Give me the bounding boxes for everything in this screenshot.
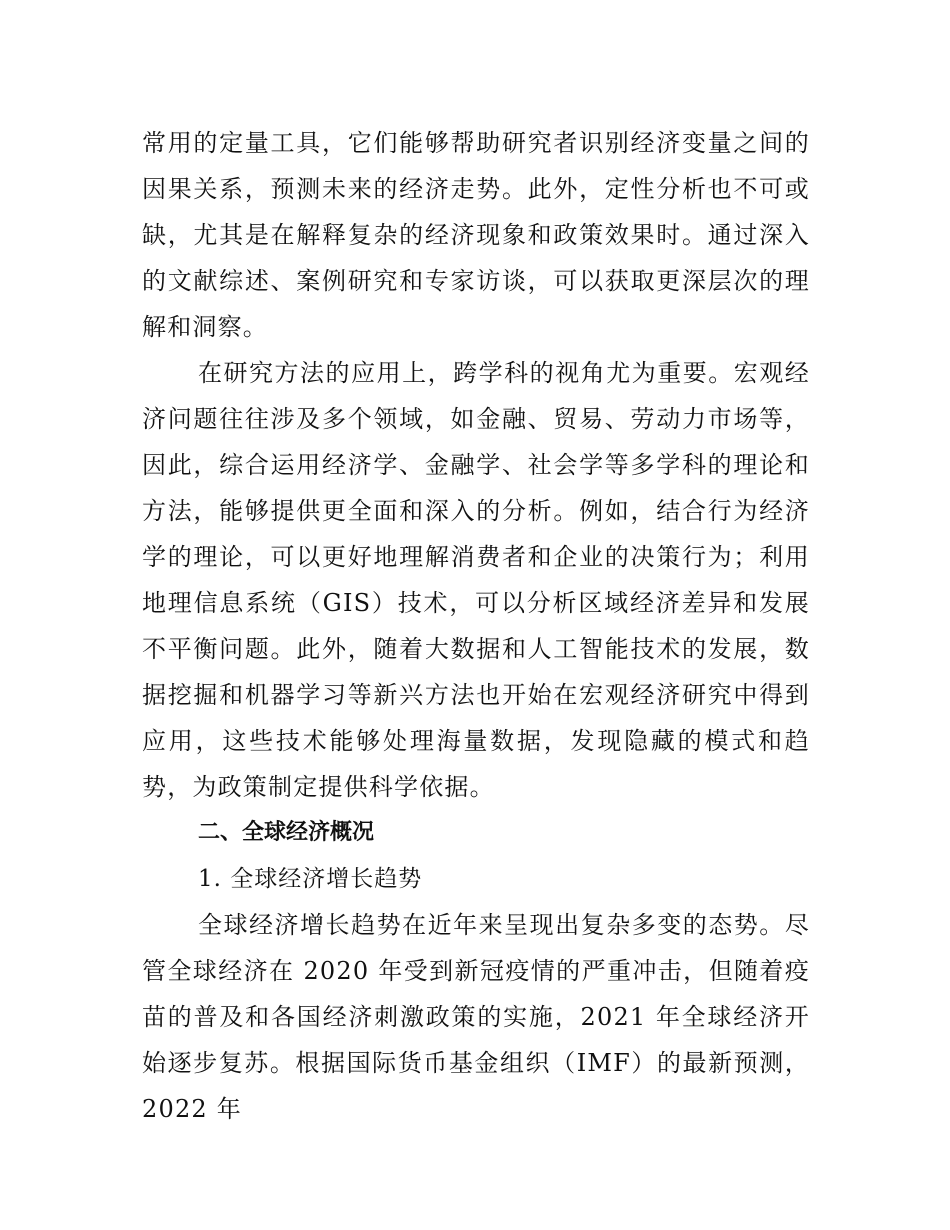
paragraph-growth-trend: 全球经济增长趋势在近年来呈现出复杂多变的态势。尽管全球经济在 2020 年受到新冠疫情的严重冲击，但随着疫苗的普及和各国经济刺激政策的实施，2021 年全球经济开始逐步复苏。根据国际货币基金组织（IMF）的最新预测，2022 年 [142,911,810,1123]
paragraph-continued: 常用的定量工具，它们能够帮助研究者识别经济变量之间的因果关系，预测未来的经济走势。此外，定性分析也不可或缺，尤其是在解释复杂的经济现象和政策效果时。通过深入的文献综述、案例研究和专家访谈，可以获取更深层次的理解和洞察。 [142,129,810,341]
paragraph-research-methods: 在研究方法的应用上，跨学科的视角尤为重要。宏观经济问题往往涉及多个领域，如金融、贸易、劳动力市场等，因此，综合运用经济学、金融学、社会学等多学科的理论和方法，能够提供更全面和深入的分析。例如，结合行为经济学的理论，可以更好地理解消费者和企业的决策行为；利用地理信息系统（GIS）技术，可以分析区域经济差异和发展不平衡问题。此外，随着大数据和人工智能技术的发展，数据挖掘和机器学习等新兴方法也开始在宏观经济研究中得到应用，这些技术能够处理海量数据，发现隐藏的模式和趋势，为政策制定提供科学依据。 [142,359,810,801]
subsection-heading: 1. 全球经济增长趋势 [198,866,423,892]
document-body [142,120,810,1132]
section-heading: 二、全球经济概况 [198,820,375,845]
